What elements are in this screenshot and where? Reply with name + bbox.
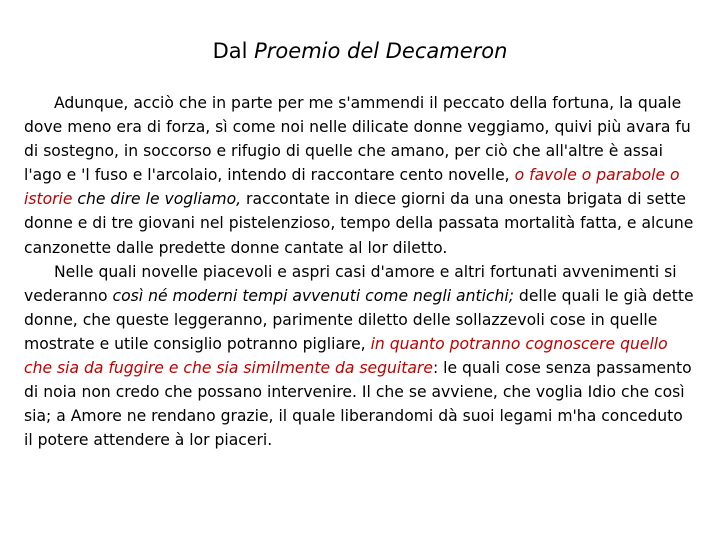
slide-title	[0, 37, 720, 65]
slide-body	[24, 91, 696, 452]
title-italic: Proemio del Decameron	[254, 39, 508, 63]
p1-highlight-1: o favole o parabole o istorie	[24, 166, 680, 209]
p1-italic-1: che dire le vogliamo,	[72, 190, 242, 209]
p1-text-2: raccontate in diece giorni da una onesta brigata di sette donne e di tre giovani nel pistelenzioso, tempo della passata mortalità fatta, e alcune canzonette dalle predette donne cantate al lor diletto.	[24, 190, 694, 257]
p1-text-1: Adunque, acciò che in parte per me s'ammendi il peccato della fortuna, la quale dove meno era di forza, sì come noi nelle dilicate donne veggiamo, quivi più avara fu di sostegno, in soccorso e rifugio di quelle che amano, per ciò che all'altre è assai l'ago e 'l fuso e l'arcolaio, intendo di raccontare cento novelle,	[24, 94, 691, 185]
p2-italic-1: così né moderni tempi avvenuti come negli antichi;	[112, 286, 514, 305]
p2-text-2: delle quali le già dette donne, che queste leggeranno, parimente diletto delle sollazzevoli cose in quelle mostrate e utile consiglio potranno pigliare,	[24, 286, 694, 353]
p2-text-1: Nelle quali novelle piacevoli e aspri casi d'amore e altri fortunati avvenimenti si vederanno	[24, 262, 677, 305]
p2-highlight-1: in quanto potranno cognoscere quello che sia da fuggire e che sia similmente da seguitare	[24, 334, 668, 378]
title-prefix: Dal	[212, 39, 255, 63]
p2-text-3: : le quali cose senza passamento di noia non credo che possano intervenire. Il che se avviene, che voglia Idio che così sia; a Amore ne rendano grazie, il quale liberandomi dà suoi legami m'ha conceduto il potere attendere à lor piaceri.	[24, 359, 692, 450]
paragraph-2	[24, 260, 696, 453]
paragraph-1	[24, 91, 696, 260]
